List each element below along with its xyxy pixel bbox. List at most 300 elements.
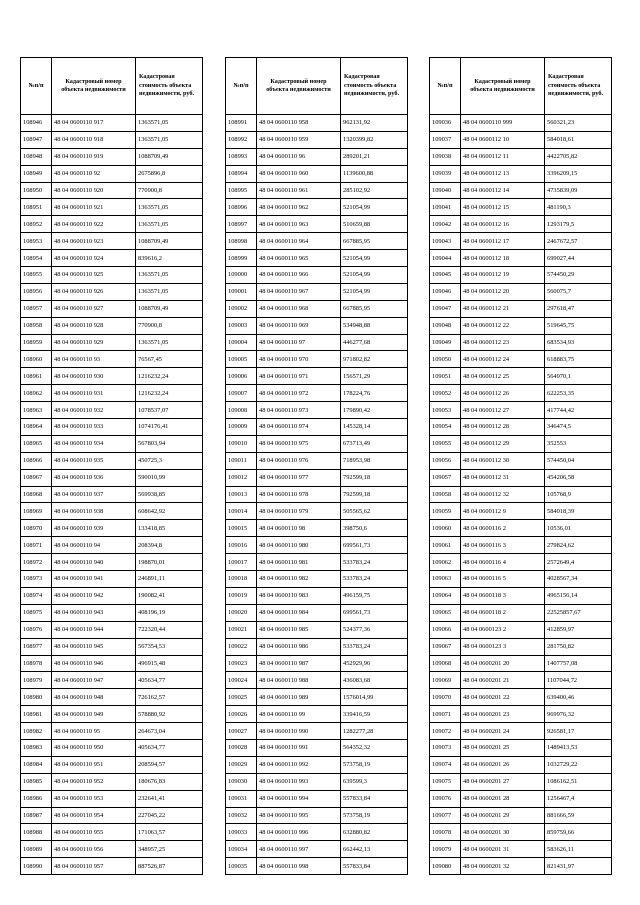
row-number: 109000 bbox=[226, 267, 257, 284]
row-number: 109031 bbox=[226, 790, 257, 807]
cadastral-value: 179890,42 bbox=[341, 402, 408, 419]
table-row bbox=[21, 537, 203, 554]
table-row bbox=[430, 756, 612, 773]
row-number: 109022 bbox=[226, 638, 257, 655]
row-number: 108981 bbox=[21, 706, 52, 723]
table-row bbox=[21, 689, 203, 706]
cadastral-number: 48 04 0600110 991 bbox=[257, 739, 341, 756]
cadastral-number: 48 04 0600201 25 bbox=[461, 739, 545, 756]
row-number: 109015 bbox=[226, 520, 257, 537]
cadastral-number: 48 04 0600201 21 bbox=[461, 672, 545, 689]
cadastral-number: 48 04 0600116 4 bbox=[461, 554, 545, 571]
row-number: 108956 bbox=[21, 283, 52, 300]
cadastral-value: 521054,99 bbox=[341, 250, 408, 267]
row-number: 109042 bbox=[430, 216, 461, 233]
cadastral-number: 48 04 0600110 961 bbox=[257, 182, 341, 199]
table-row bbox=[21, 435, 203, 452]
row-number: 109006 bbox=[226, 368, 257, 385]
table-row bbox=[226, 283, 408, 300]
row-number: 108983 bbox=[21, 739, 52, 756]
cadastral-number: 48 04 0600110 952 bbox=[52, 773, 136, 790]
cadastral-value: 178224,76 bbox=[341, 385, 408, 402]
table-row bbox=[21, 233, 203, 250]
cadastral-value: 1086162,51 bbox=[545, 773, 612, 790]
cadastral-number: 48 04 0600110 958 bbox=[257, 115, 341, 132]
cadastral-number: 48 04 0600110 986 bbox=[257, 638, 341, 655]
row-number: 109018 bbox=[226, 571, 257, 588]
row-number: 109013 bbox=[226, 486, 257, 503]
cadastral-number: 48 04 0600110 982 bbox=[257, 571, 341, 588]
table-row bbox=[226, 520, 408, 537]
cadastral-number: 48 04 0600110 979 bbox=[257, 503, 341, 520]
row-number: 108974 bbox=[21, 587, 52, 604]
cadastral-value: 227045,22 bbox=[136, 807, 203, 824]
row-number: 109070 bbox=[430, 689, 461, 706]
cadastral-number: 48 04 0600201 30 bbox=[461, 824, 545, 841]
cadastral-value: 567354,53 bbox=[136, 638, 203, 655]
table-row bbox=[21, 199, 203, 216]
row-number: 109072 bbox=[430, 723, 461, 740]
table-row bbox=[430, 858, 612, 875]
table-row bbox=[226, 385, 408, 402]
cadastral-number: 48 04 0600112 31 bbox=[461, 469, 545, 486]
row-number: 108948 bbox=[21, 148, 52, 165]
cadastral-value: 1256467,4 bbox=[545, 790, 612, 807]
cadastral-number: 48 04 0600201 32 bbox=[461, 858, 545, 875]
row-number: 109037 bbox=[430, 131, 461, 148]
cadastral-value: 770900,8 bbox=[136, 317, 203, 334]
cadastral-number: 48 04 0600110 925 bbox=[52, 267, 136, 284]
cadastral-value: 969976,32 bbox=[545, 706, 612, 723]
table-row bbox=[226, 503, 408, 520]
table-row bbox=[430, 385, 612, 402]
cadastral-number: 48 04 0600110 996 bbox=[257, 824, 341, 841]
cadastral-number: 48 04 0600112 23 bbox=[461, 334, 545, 351]
cadastral-number: 48 04 0600201 26 bbox=[461, 756, 545, 773]
row-number: 109038 bbox=[430, 148, 461, 165]
cadastral-number: 48 04 0600110 983 bbox=[257, 587, 341, 604]
table-row bbox=[226, 216, 408, 233]
cadastral-number: 48 04 0600110 97 bbox=[257, 334, 341, 351]
row-number: 109030 bbox=[226, 773, 257, 790]
cadastral-number: 48 04 0600110 935 bbox=[52, 452, 136, 469]
cadastral-value: 722320,44 bbox=[136, 621, 203, 638]
cadastral-number: 48 04 0600110 977 bbox=[257, 469, 341, 486]
row-number: 109032 bbox=[226, 807, 257, 824]
cadastral-value: 452929,96 bbox=[341, 655, 408, 672]
table-row bbox=[430, 267, 612, 284]
row-number: 109058 bbox=[430, 486, 461, 503]
cadastral-value: 534948,88 bbox=[341, 317, 408, 334]
cadastral-number: 48 04 0600110 984 bbox=[257, 604, 341, 621]
cadastral-number: 48 04 0600110 917 bbox=[52, 115, 136, 132]
row-number: 108978 bbox=[21, 655, 52, 672]
cadastral-value: 533783,24 bbox=[341, 638, 408, 655]
cadastral-value: 289201,21 bbox=[341, 148, 408, 165]
row-number: 108964 bbox=[21, 419, 52, 436]
cadastral-value: 2467672,57 bbox=[545, 233, 612, 250]
row-number: 109069 bbox=[430, 672, 461, 689]
row-number: 109023 bbox=[226, 655, 257, 672]
table-row bbox=[21, 334, 203, 351]
cadastral-value: 481190,3 bbox=[545, 199, 612, 216]
cadastral-value: 348957,25 bbox=[136, 841, 203, 858]
cadastral-value: 1088709,49 bbox=[136, 148, 203, 165]
table-row bbox=[226, 250, 408, 267]
table-row bbox=[21, 452, 203, 469]
row-number: 108954 bbox=[21, 250, 52, 267]
header-cadastral-value: Кадастровая стоимость объекта недвижимости, руб. bbox=[136, 58, 203, 115]
table-row bbox=[430, 300, 612, 317]
row-number: 109046 bbox=[430, 283, 461, 300]
cadastral-value: 1293179,5 bbox=[545, 216, 612, 233]
table-row bbox=[226, 756, 408, 773]
cadastral-number: 48 04 0600201 27 bbox=[461, 773, 545, 790]
table-row bbox=[21, 283, 203, 300]
cadastral-value: 405634,77 bbox=[136, 739, 203, 756]
row-number: 109078 bbox=[430, 824, 461, 841]
row-number: 109008 bbox=[226, 402, 257, 419]
cadastral-value: 667885,95 bbox=[341, 233, 408, 250]
table-row bbox=[430, 486, 612, 503]
cadastral-number: 48 04 0600110 980 bbox=[257, 537, 341, 554]
cadastral-number: 48 04 0600110 978 bbox=[257, 486, 341, 503]
row-number: 108965 bbox=[21, 435, 52, 452]
cadastral-value: 792599,18 bbox=[341, 486, 408, 503]
row-number: 109020 bbox=[226, 604, 257, 621]
cadastral-number: 48 04 0600110 947 bbox=[52, 672, 136, 689]
table-row bbox=[430, 233, 612, 250]
cadastral-value: 699561,73 bbox=[341, 537, 408, 554]
row-number: 109051 bbox=[430, 368, 461, 385]
table-row bbox=[21, 587, 203, 604]
cadastral-value: 454206,58 bbox=[545, 469, 612, 486]
table-row bbox=[430, 199, 612, 216]
row-number: 109028 bbox=[226, 739, 257, 756]
row-number: 109049 bbox=[430, 334, 461, 351]
cadastral-value: 446277,68 bbox=[341, 334, 408, 351]
cadastral-value: 133418,85 bbox=[136, 520, 203, 537]
table-row bbox=[226, 148, 408, 165]
table-row bbox=[226, 486, 408, 503]
table-row bbox=[430, 283, 612, 300]
cadastral-value: 1363571,05 bbox=[136, 334, 203, 351]
cadastral-number: 48 04 0600116 5 bbox=[461, 571, 545, 588]
cadastral-value: 639599,3 bbox=[341, 773, 408, 790]
row-number: 109053 bbox=[430, 402, 461, 419]
cadastral-number: 48 04 0600112 17 bbox=[461, 233, 545, 250]
table-row bbox=[430, 131, 612, 148]
cadastral-number: 48 04 0600201 22 bbox=[461, 689, 545, 706]
table-row bbox=[21, 148, 203, 165]
row-number: 109061 bbox=[430, 537, 461, 554]
table-row bbox=[226, 841, 408, 858]
cadastral-value: 718953,98 bbox=[341, 452, 408, 469]
row-number: 108971 bbox=[21, 537, 52, 554]
table-row bbox=[21, 250, 203, 267]
row-number: 108984 bbox=[21, 756, 52, 773]
cadastral-number: 48 04 0600110 968 bbox=[257, 300, 341, 317]
cadastral-value: 1107044,72 bbox=[545, 672, 612, 689]
cadastral-value: 1088709,49 bbox=[136, 233, 203, 250]
table-row bbox=[226, 317, 408, 334]
cadastral-value: 573758,19 bbox=[341, 756, 408, 773]
cadastral-number: 48 04 0600110 919 bbox=[52, 148, 136, 165]
table-row bbox=[430, 368, 612, 385]
cadastral-number: 48 04 0600110 970 bbox=[257, 351, 341, 368]
cadastral-number: 48 04 0600110 938 bbox=[52, 503, 136, 520]
cadastral-value: 1216232,24 bbox=[136, 368, 203, 385]
cadastral-number: 48 04 0600110 985 bbox=[257, 621, 341, 638]
cadastral-value: 279824,62 bbox=[545, 537, 612, 554]
cadastral-value: 770900,8 bbox=[136, 182, 203, 199]
cadastral-value: 560321,23 bbox=[545, 115, 612, 132]
row-number: 109059 bbox=[430, 503, 461, 520]
table-row bbox=[21, 706, 203, 723]
row-number: 109019 bbox=[226, 587, 257, 604]
cadastral-number: 48 04 0600110 921 bbox=[52, 199, 136, 216]
header-cadastral-number: Кадастровый номер объекта недвижимости bbox=[52, 58, 136, 115]
table-row bbox=[430, 739, 612, 756]
cadastral-number: 48 04 0600110 997 bbox=[257, 841, 341, 858]
cadastral-number: 48 04 0600201 20 bbox=[461, 655, 545, 672]
table-row bbox=[21, 520, 203, 537]
cadastral-number: 48 04 0600110 918 bbox=[52, 131, 136, 148]
table-row bbox=[226, 739, 408, 756]
cadastral-value: 1363571,05 bbox=[136, 216, 203, 233]
row-number: 108993 bbox=[226, 148, 257, 165]
cadastral-value: 190082,41 bbox=[136, 587, 203, 604]
cadastral-value: 398750,6 bbox=[341, 520, 408, 537]
cadastral-value: 156571,29 bbox=[341, 368, 408, 385]
table-row bbox=[21, 858, 203, 875]
row-number: 108985 bbox=[21, 773, 52, 790]
cadastral-number: 48 04 0600112 16 bbox=[461, 216, 545, 233]
cadastral-value: 926581,17 bbox=[545, 723, 612, 740]
table-row bbox=[21, 267, 203, 284]
row-number: 108952 bbox=[21, 216, 52, 233]
cadastral-number: 48 04 0600110 923 bbox=[52, 233, 136, 250]
header-row bbox=[21, 58, 203, 115]
row-number: 109073 bbox=[430, 739, 461, 756]
table-row bbox=[430, 452, 612, 469]
cadastral-value: 839616,2 bbox=[136, 250, 203, 267]
cadastral-value: 1282277,28 bbox=[341, 723, 408, 740]
table-row bbox=[430, 638, 612, 655]
row-number: 108989 bbox=[21, 841, 52, 858]
row-number: 108967 bbox=[21, 469, 52, 486]
cadastral-value: 1032729,22 bbox=[545, 756, 612, 773]
row-number: 109064 bbox=[430, 587, 461, 604]
row-number: 109062 bbox=[430, 554, 461, 571]
row-number: 108966 bbox=[21, 452, 52, 469]
table-row bbox=[226, 469, 408, 486]
row-number: 109014 bbox=[226, 503, 257, 520]
table-row bbox=[21, 182, 203, 199]
header-cadastral-value: Кадастровая стоимость объекта недвижимости, руб. bbox=[545, 58, 612, 115]
cadastral-number: 48 04 0600110 927 bbox=[52, 300, 136, 317]
table-row bbox=[226, 587, 408, 604]
row-number: 109052 bbox=[430, 385, 461, 402]
row-number: 109024 bbox=[226, 672, 257, 689]
cadastral-number: 48 04 0600110 967 bbox=[257, 283, 341, 300]
cadastral-number: 48 04 0600112 20 bbox=[461, 283, 545, 300]
cadastral-value: 608642,92 bbox=[136, 503, 203, 520]
cadastral-number: 48 04 0600110 933 bbox=[52, 419, 136, 436]
row-number: 108997 bbox=[226, 216, 257, 233]
cadastral-number: 48 04 0600110 942 bbox=[52, 587, 136, 604]
row-number: 108987 bbox=[21, 807, 52, 824]
cadastral-number: 48 04 0600110 999 bbox=[461, 115, 545, 132]
cadastral-value: 405634,77 bbox=[136, 672, 203, 689]
cadastral-number: 48 04 0600110 920 bbox=[52, 182, 136, 199]
row-number: 109068 bbox=[430, 655, 461, 672]
row-number: 109010 bbox=[226, 435, 257, 452]
table-row bbox=[21, 807, 203, 824]
cadastral-value: 533783,24 bbox=[341, 554, 408, 571]
table-row bbox=[226, 115, 408, 132]
table-row bbox=[430, 689, 612, 706]
cadastral-number: 48 04 0600110 959 bbox=[257, 131, 341, 148]
cadastral-number: 48 04 0600110 972 bbox=[257, 385, 341, 402]
row-number: 109060 bbox=[430, 520, 461, 537]
cadastral-value: 1363571,05 bbox=[136, 267, 203, 284]
table-row bbox=[430, 216, 612, 233]
table-row bbox=[430, 655, 612, 672]
table-row bbox=[226, 267, 408, 284]
table-row bbox=[226, 334, 408, 351]
cadastral-number: 48 04 0600110 928 bbox=[52, 317, 136, 334]
cadastral-value: 232641,41 bbox=[136, 790, 203, 807]
table-row bbox=[226, 571, 408, 588]
row-number: 108963 bbox=[21, 402, 52, 419]
row-number: 108957 bbox=[21, 300, 52, 317]
table-row bbox=[226, 773, 408, 790]
row-number: 109003 bbox=[226, 317, 257, 334]
header-number: №п/п bbox=[226, 58, 257, 115]
cadastral-number: 48 04 0600110 954 bbox=[52, 807, 136, 824]
row-number: 108973 bbox=[21, 571, 52, 588]
cadastral-value: 1489413,53 bbox=[545, 739, 612, 756]
cadastral-number: 48 04 0600110 948 bbox=[52, 689, 136, 706]
row-number: 109029 bbox=[226, 756, 257, 773]
cadastral-value: 567803,94 bbox=[136, 435, 203, 452]
row-number: 108946 bbox=[21, 115, 52, 132]
table-row bbox=[430, 250, 612, 267]
table-row bbox=[21, 486, 203, 503]
table-row bbox=[226, 182, 408, 199]
row-number: 109075 bbox=[430, 773, 461, 790]
row-number: 109001 bbox=[226, 283, 257, 300]
row-number: 108975 bbox=[21, 604, 52, 621]
row-number: 109063 bbox=[430, 571, 461, 588]
cadastral-number: 48 04 0600112 11 bbox=[461, 148, 545, 165]
row-number: 109080 bbox=[430, 858, 461, 875]
table-row bbox=[21, 604, 203, 621]
row-number: 109025 bbox=[226, 689, 257, 706]
document-tables bbox=[20, 57, 620, 870]
table-row bbox=[21, 368, 203, 385]
row-number: 109067 bbox=[430, 638, 461, 655]
table-row bbox=[21, 216, 203, 233]
cadastral-value: 145328,14 bbox=[341, 419, 408, 436]
cadastral-value: 285102,92 bbox=[341, 182, 408, 199]
cadastral-number: 48 04 0600112 19 bbox=[461, 267, 545, 284]
cadastral-number: 48 04 0600123 3 bbox=[461, 638, 545, 655]
cadastral-number: 48 04 0600110 936 bbox=[52, 469, 136, 486]
row-number: 109041 bbox=[430, 199, 461, 216]
cadastral-number: 48 04 0600116 2 bbox=[461, 520, 545, 537]
cadastral-number: 48 04 0600110 975 bbox=[257, 435, 341, 452]
table-row bbox=[21, 385, 203, 402]
cadastral-number: 48 04 0600112 29 bbox=[461, 435, 545, 452]
table-row bbox=[226, 672, 408, 689]
row-number: 109045 bbox=[430, 267, 461, 284]
cadastral-number: 48 04 0600110 973 bbox=[257, 402, 341, 419]
table-row bbox=[226, 655, 408, 672]
table-row bbox=[430, 351, 612, 368]
row-number: 108969 bbox=[21, 503, 52, 520]
cadastral-number: 48 04 0600110 956 bbox=[52, 841, 136, 858]
cadastral-value: 1320399,82 bbox=[341, 131, 408, 148]
row-number: 109036 bbox=[430, 115, 461, 132]
cadastral-value: 667885,95 bbox=[341, 300, 408, 317]
table-row bbox=[226, 621, 408, 638]
cadastral-number: 48 04 0600110 95 bbox=[52, 723, 136, 740]
cadastral-number: 48 04 0600110 940 bbox=[52, 554, 136, 571]
table-row bbox=[21, 790, 203, 807]
row-number: 109055 bbox=[430, 435, 461, 452]
row-number: 108962 bbox=[21, 385, 52, 402]
cadastral-number: 48 04 0600110 924 bbox=[52, 250, 136, 267]
row-number: 108950 bbox=[21, 182, 52, 199]
cadastral-number: 48 04 0600110 931 bbox=[52, 385, 136, 402]
table-row bbox=[21, 554, 203, 571]
cadastral-number: 48 04 0600112 18 bbox=[461, 250, 545, 267]
table-row bbox=[430, 402, 612, 419]
cadastral-number: 48 04 0600110 932 bbox=[52, 402, 136, 419]
header-cadastral-number: Кадастровый номер объекта недвижимости bbox=[461, 58, 545, 115]
cadastral-value: 297618,47 bbox=[545, 300, 612, 317]
cadastral-number: 48 04 0600110 963 bbox=[257, 216, 341, 233]
row-number: 109057 bbox=[430, 469, 461, 486]
cadastral-number: 48 04 0600110 998 bbox=[257, 858, 341, 875]
table-row bbox=[430, 672, 612, 689]
table-row bbox=[226, 554, 408, 571]
cadastral-value: 583626,11 bbox=[545, 841, 612, 858]
cadastral-number: 48 04 0600201 23 bbox=[461, 706, 545, 723]
cadastral-value: 4965156,14 bbox=[545, 587, 612, 604]
row-number: 108947 bbox=[21, 131, 52, 148]
cadastral-value: 208394,8 bbox=[136, 537, 203, 554]
cadastral-number: 48 04 0600110 981 bbox=[257, 554, 341, 571]
table-row bbox=[21, 723, 203, 740]
cadastral-value: 560075,7 bbox=[545, 283, 612, 300]
table-row bbox=[21, 773, 203, 790]
cadastral-number: 48 04 0600112 21 bbox=[461, 300, 545, 317]
cadastral-number: 48 04 0600110 990 bbox=[257, 723, 341, 740]
cadastral-value: 639400,46 bbox=[545, 689, 612, 706]
row-number: 109047 bbox=[430, 300, 461, 317]
cadastral-value: 1074176,41 bbox=[136, 419, 203, 436]
cadastral-value: 1088709,49 bbox=[136, 300, 203, 317]
row-number: 108998 bbox=[226, 233, 257, 250]
cadastral-value: 246891,11 bbox=[136, 571, 203, 588]
cadastral-value: 1363571,05 bbox=[136, 199, 203, 216]
cadastral-value: 590010,99 bbox=[136, 469, 203, 486]
table-row bbox=[226, 706, 408, 723]
cadastral-number: 48 04 0600110 976 bbox=[257, 452, 341, 469]
